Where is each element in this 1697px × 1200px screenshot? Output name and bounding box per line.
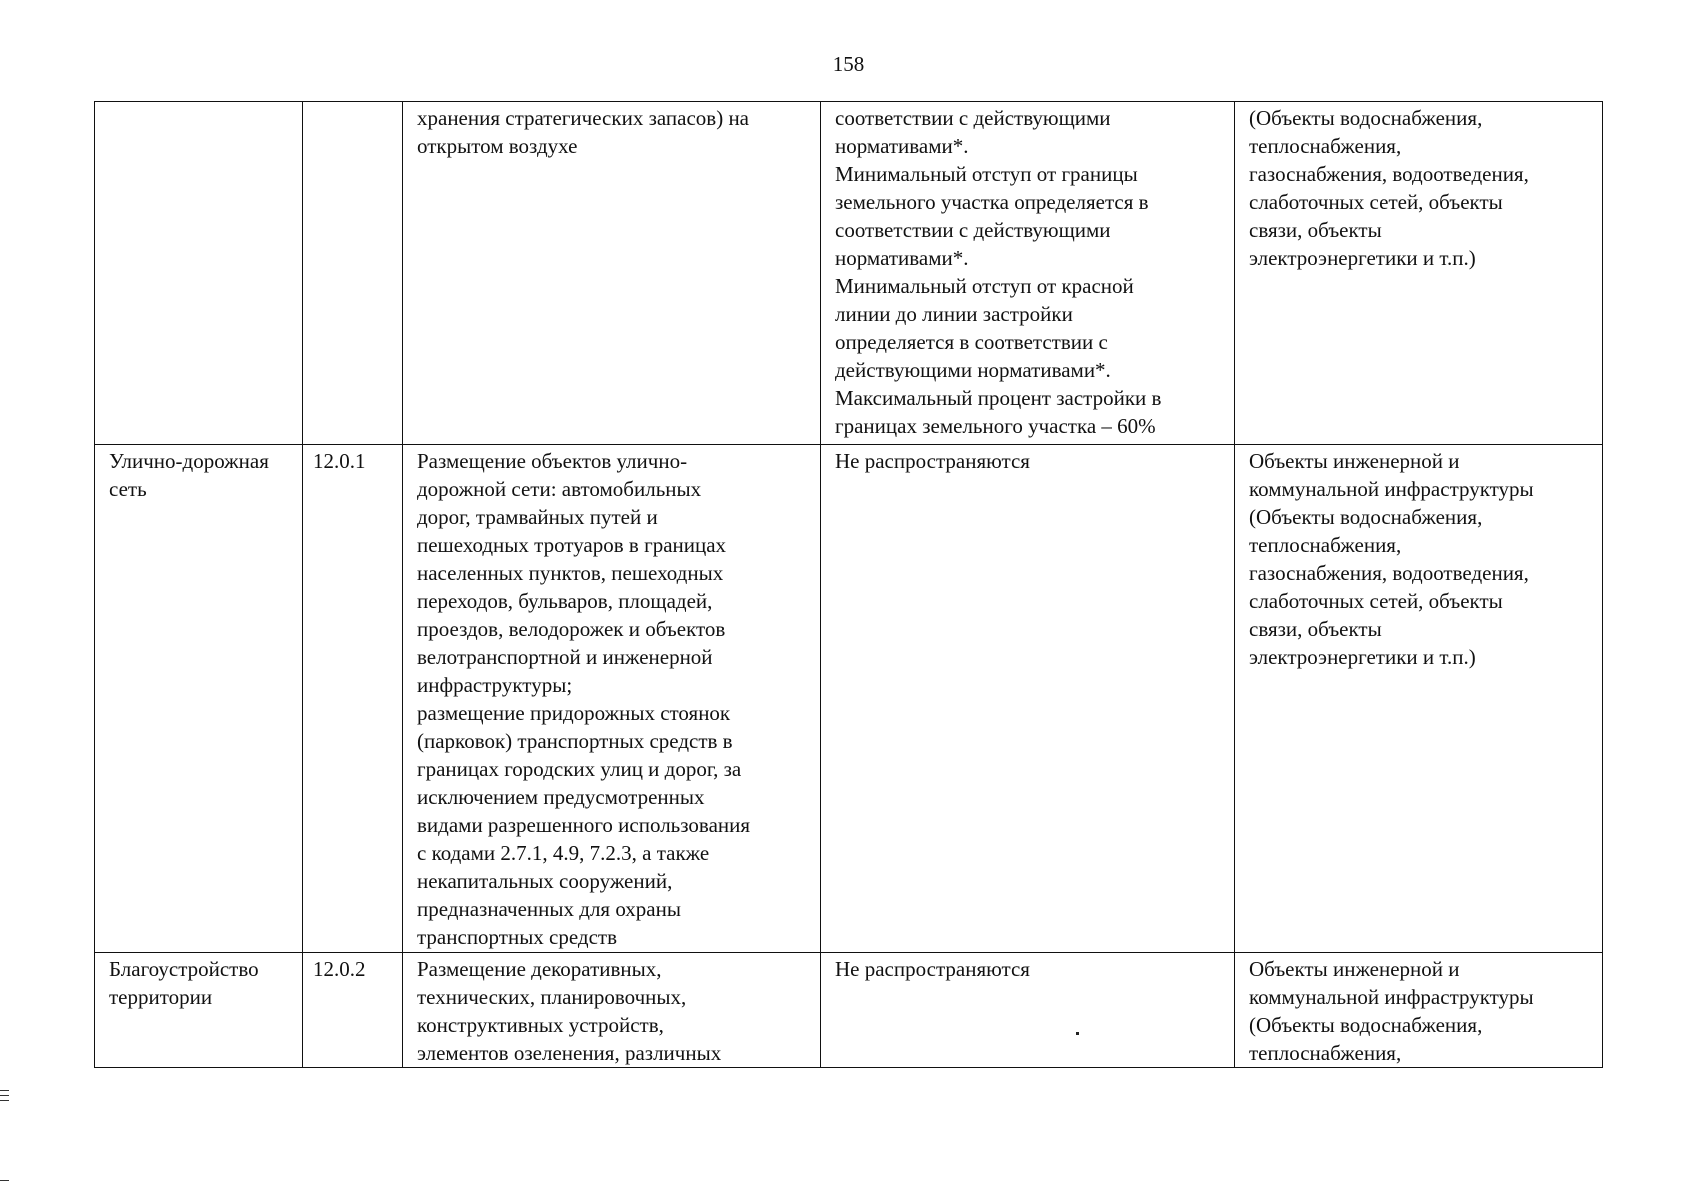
land-use-name: Благоустройство территории [109,957,259,1009]
land-use-name-cell [95,102,303,445]
land-use-description-cell [403,953,821,1068]
land-use-code: 12.0.1 [313,449,366,473]
building-parameters-cell [821,102,1235,445]
building-parameters-cell [821,953,1235,1068]
land-use-description: хранения стратегических запасов) на открытом воздухе [417,106,750,158]
building-parameters: Не распространяются [835,449,1030,473]
land-use-name: Улично-дорожная сеть [109,449,269,501]
table-row [95,445,1603,953]
zoning-table [94,101,1603,1068]
building-parameters: соответствии с действующими нормативами*. Минимальный отступ от границы земельного участка определяется в соответствии с действующими нормативами*. Минимальный отступ от красной линии до линии застройки определяется в соответствии с действующими нормативами*. Максимальный процент застройки в границах земельного участка – 60% [835,106,1162,438]
land-use-name-cell [95,445,303,953]
auxiliary-uses: (Объекты водоснабжения, теплоснабжения, газоснабжения, водоотведения, слаботочных сетей, объекты связи, объекты электроэнергетики и т.п.) [1249,106,1529,270]
building-parameters: Не распространяются [835,957,1030,981]
auxiliary-uses: Объекты инженерной и коммунальной инфраструктуры (Объекты водоснабжения, теплоснабжения, газоснабжения, водоотведения, слаботочных сетей, объекты связи, объекты электроэнергетики и т.п.) [1249,449,1534,669]
scan-artifact-dot [1076,1032,1079,1035]
land-use-description: Размещение объектов улично- дорожной сети: автомобильных дорог, трамвайных путей и пешеходных тротуаров в границах населенных пунктов, пешеходных переходов, бульваров, площадей, проездов, велодорожек и объектов велотранспортной и инженерной инфраструктуры; размещение придорожных стоянок (парковок) транспортных средств в границах городских улиц и дорог, за исключением предусмотренных видами разрешенного использования с кодами 2.7.1, 4.9, 7.2.3, а также некапитальных сооружений, предназначенных для охраны транспортных средств [417,449,751,949]
auxiliary-uses-cell [1235,953,1603,1068]
building-parameters-cell [821,445,1235,953]
land-use-code-cell [303,102,403,445]
auxiliary-uses: Объекты инженерной и коммунальной инфраструктуры (Объекты водоснабжения, теплоснабжения, [1249,957,1534,1065]
scan-edge-mark [0,1180,9,1181]
scan-edge-mark [0,1095,9,1096]
auxiliary-uses-cell [1235,102,1603,445]
page-number: 158 [832,52,865,76]
scan-edge-mark [0,1100,9,1101]
land-use-description: Размещение декоративных, технических, планировочных, конструктивных устройств, элементов озеленения, различных [417,957,722,1065]
table-row [95,102,1603,445]
land-use-code-cell [303,445,403,953]
land-use-code: 12.0.2 [313,957,366,981]
auxiliary-uses-cell [1235,445,1603,953]
land-use-name-cell [95,953,303,1068]
land-use-description-cell [403,445,821,953]
table-row [95,953,1603,1068]
land-use-description-cell [403,102,821,445]
scan-edge-mark [0,1090,9,1091]
land-use-code-cell [303,953,403,1068]
